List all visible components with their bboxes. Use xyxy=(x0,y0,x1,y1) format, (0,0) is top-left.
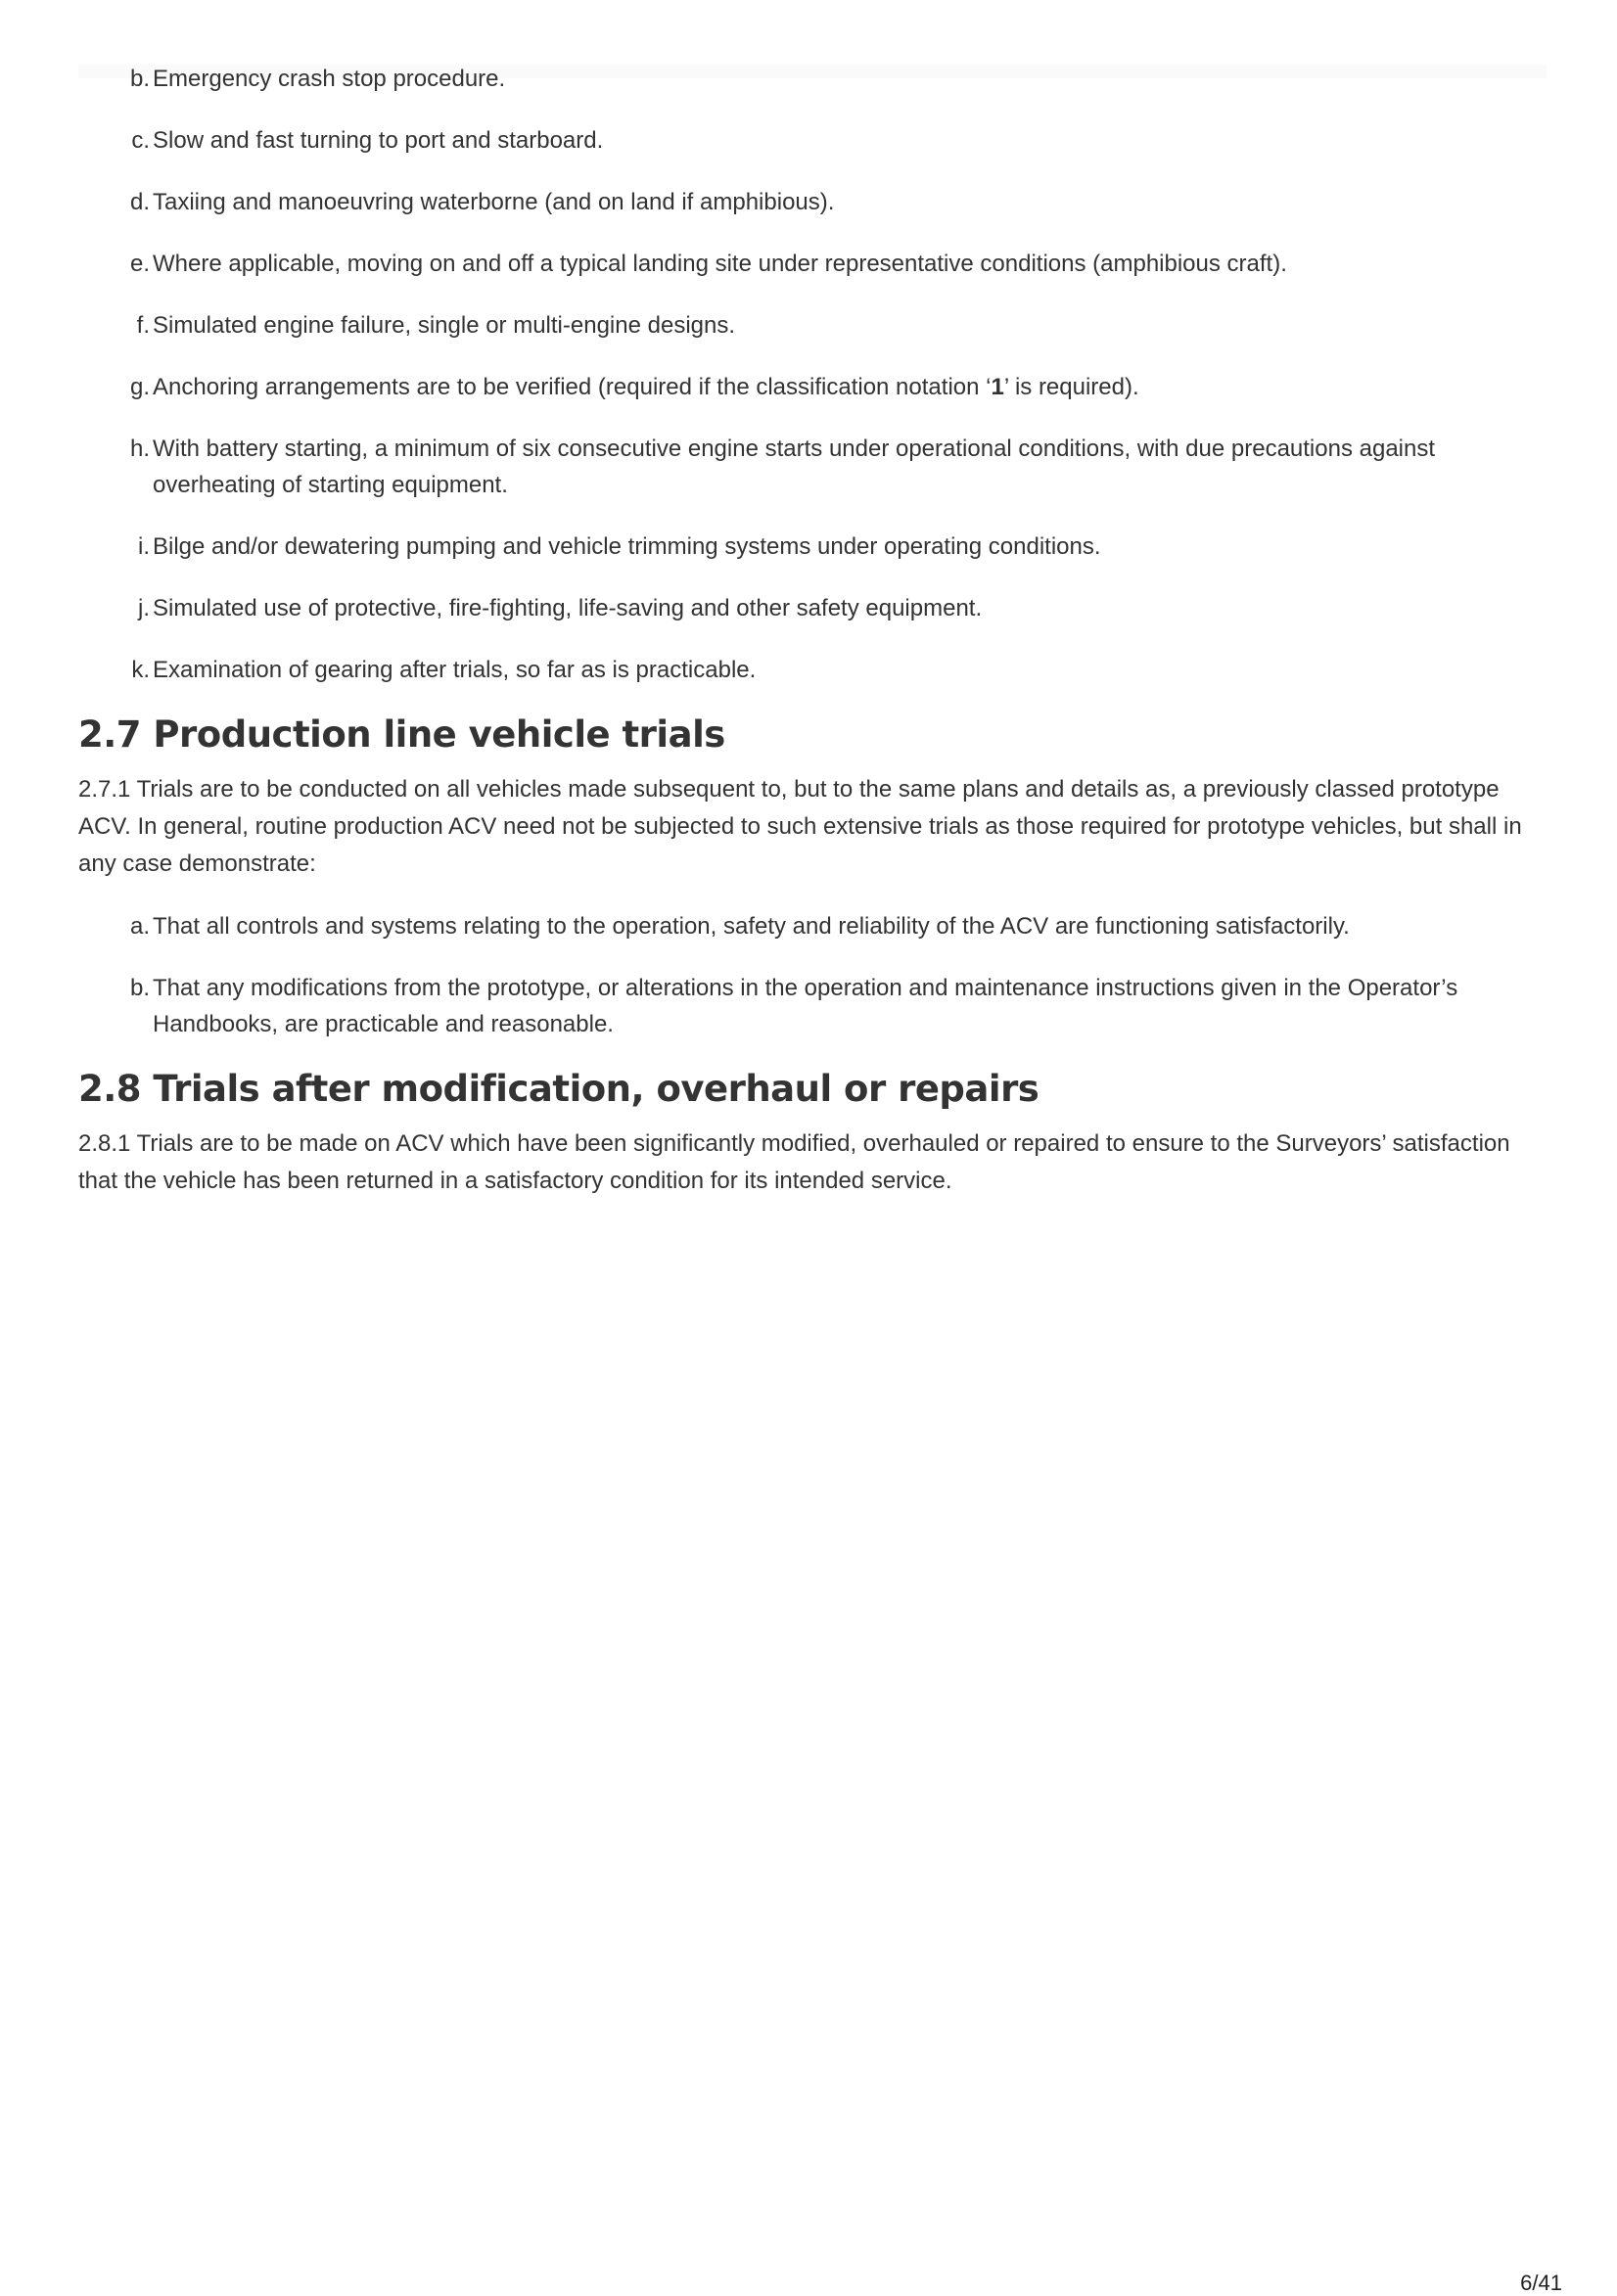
list-item: j. Simulated use of protective, fire-fighting, life-saving and other safety equipment. xyxy=(138,595,983,621)
list-item: b. Emergency crash stop procedure. xyxy=(129,66,506,92)
paragraph-2-7-1: 2.7.1 Trials are to be conducted on all vehicles made subsequent to, but to the same plans and details as, a previously classed prototype ACV. In general, routine production ACV need not be subjected to such extensive trials as those required for prototype vehicles, but shall in any case demonstrate: xyxy=(78,776,1522,877)
classification-notation: 1 xyxy=(991,374,1004,400)
list-item: a. That all controls and systems relating to the operation, safety and reliability of the ACV are functioning satisfactorily. xyxy=(129,913,1350,940)
section-heading-2-7: 2.7 Production line vehicle trials xyxy=(78,713,725,756)
list-item: k. Examination of gearing after trials, so far as is practicable. xyxy=(131,657,757,683)
list-item: d. Taxiing and manoeuvring waterborne (and on land if amphibious). xyxy=(129,189,835,215)
section-heading-2-8: 2.8 Trials after modification, overhaul or repairs xyxy=(78,1068,1040,1110)
list-item: g. Anchoring arrangements are to be verified (required if the classification notation ‘1’ is required). xyxy=(129,374,1139,400)
page-number: 6/41 xyxy=(1520,2271,1562,2295)
list-item: c. Slow and fast turning to port and starboard. xyxy=(131,127,604,154)
list-item: e. Where applicable, moving on and off a typical landing site under representative conditions (amphibious craft). xyxy=(129,251,1287,277)
list-item: i. Bilge and/or dewatering pumping and vehicle trimming systems under operating conditions. xyxy=(138,533,1101,560)
list-item: h. With battery starting, a minimum of six consecutive engine starts under operational conditions, with due precautions against overheating of starting equipment. xyxy=(129,436,1436,498)
document-page xyxy=(78,61,1547,1225)
list-item: f. Simulated engine failure, single or multi-engine designs. xyxy=(136,312,736,339)
demonstration-list xyxy=(78,908,1547,1042)
paragraph-2-8-1: 2.8.1 Trials are to be made on ACV which have been significantly modified, overhauled or repaired to ensure to the Surveyors’ satisfaction that the vehicle has been returned in a satisfactory condition for its intended service. xyxy=(78,1130,1510,1194)
trial-list xyxy=(78,61,1547,688)
list-item: b. That any modifications from the prototype, or alterations in the operation and maintenance instructions given in the Operator’s Handbooks, are practicable and reasonable. xyxy=(129,975,1458,1037)
